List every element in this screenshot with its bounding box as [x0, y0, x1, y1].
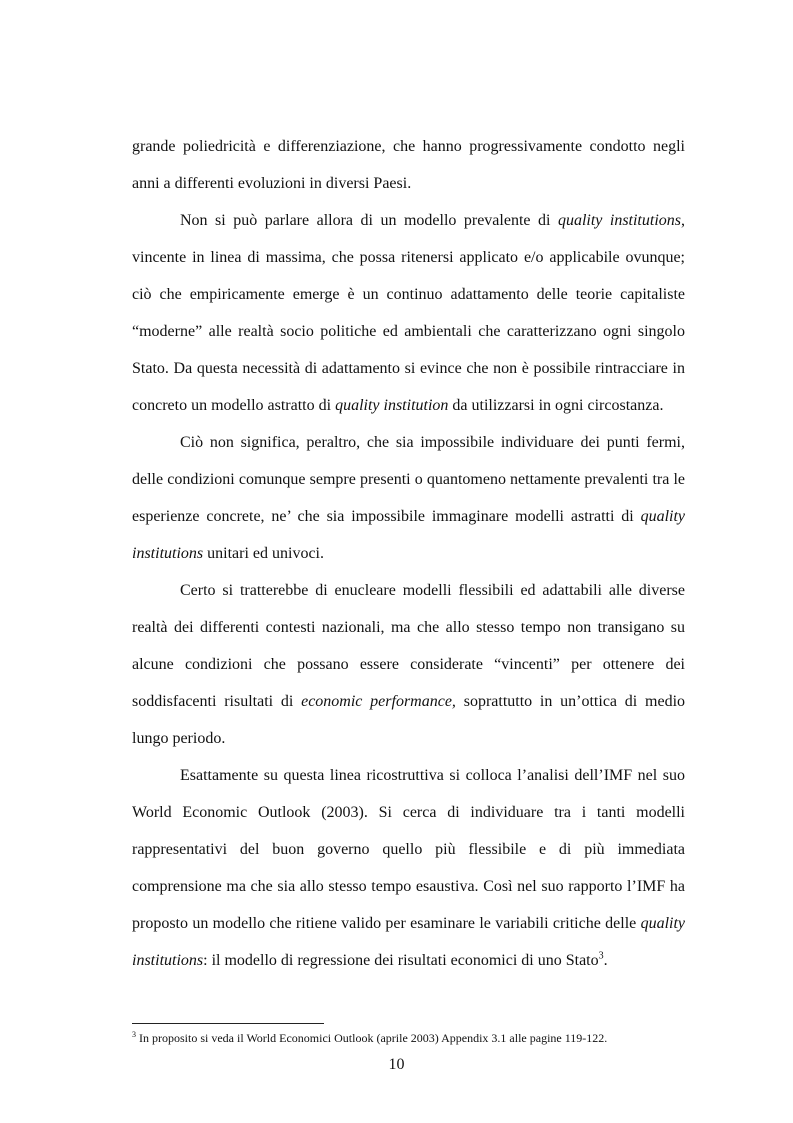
paragraph-3-run-1: Ciò non significa, peraltro, che sia impossibile individuare dei punti fermi, delle condizioni comunque sempre presenti o quantomeno nettamente prevalenti tra le esperienze concrete, ne’ che sia impossibile immaginare modelli astratti di: [132, 434, 685, 525]
footnote: [132, 1030, 732, 1046]
paragraph-3-italic-quality-institutions: quality institutions: [132, 508, 685, 562]
page-number: 10: [388, 1056, 405, 1073]
footnote-text: In proposito si veda il World Economici Outlook (aprile 2003) Appendix 3.1 alle pagine 119-122.: [136, 1031, 608, 1045]
paragraph-5-run-1: Esattamente su questa linea ricostruttiva si colloca l’analisi dell’IMF nel suo World Economic Outlook (2003). Si cerca di individuare tra i tanti modelli rappresentativi del buon governo quello più flessibile e di più immediata comprensione ma che sia allo stesso tempo esaustiva. Così nel suo rapporto l’IMF ha proposto un modello che ritiene valido per esaminare le variabili critiche delle: [132, 767, 685, 932]
paragraph-5: [132, 757, 685, 979]
paragraph-4-italic-economic-performance: economic performance,: [301, 693, 456, 710]
paragraph-4-run-3: soprattutto in un’ottica di medio lungo periodo.: [132, 693, 686, 747]
paragraph-5-run-5: .: [603, 952, 608, 969]
body-text: [132, 128, 685, 979]
paragraph-5-italic-quality-institutions: quality institutions: [132, 915, 685, 969]
paragraph-3: [132, 424, 685, 572]
paragraph-1: [132, 128, 685, 202]
paragraph-2: [132, 202, 685, 424]
paragraph-4-run-1: Certo si tratterebbe di enucleare modelli flessibili ed adattabili alle diverse realtà dei differenti contesti nazionali, ma che allo stesso tempo non transigano su alcune condizioni che possano essere considerate “vincenti” per ottenere dei soddisfacenti risultati di: [132, 582, 685, 710]
paragraph-2-italic-quality-institution: quality institution: [335, 397, 449, 414]
paragraph-5-run-3: : il modello di regressione dei risultati economici di uno Stato: [203, 952, 599, 969]
footnote-separator: [132, 1023, 324, 1024]
paragraph-2-run-1: Non si può parlare allora di un modello prevalente di: [180, 212, 558, 229]
paragraph-2-run-3: , vincente in linea di massima, che possa ritenersi applicato e/o applicabile ovunque; ciò che empiricamente emerge è un continuo adattamento delle teorie capitaliste “moderne” alle realtà socio politiche ed ambientali che caratterizzano ogni singolo Stato. Da questa necessità di adattamento si evince che non è possibile rintracciare in concreto un modello astratto di: [132, 212, 685, 414]
footnote-marker: 3: [132, 1030, 136, 1039]
paragraph-1-run-1: grande poliedricità e differenziazione, che hanno progressivamente condotto negli anni a differenti evoluzioni in diversi Paesi.: [132, 138, 685, 192]
paragraph-4: [132, 572, 685, 757]
paragraph-3-run-3: unitari ed univoci.: [203, 545, 324, 562]
footnote-reference[interactable]: 3: [598, 950, 604, 962]
paragraph-2-italic-quality-institutions: quality institutions: [557, 212, 681, 229]
paragraph-2-run-5: da utilizzarsi in ogni circostanza.: [448, 397, 664, 414]
